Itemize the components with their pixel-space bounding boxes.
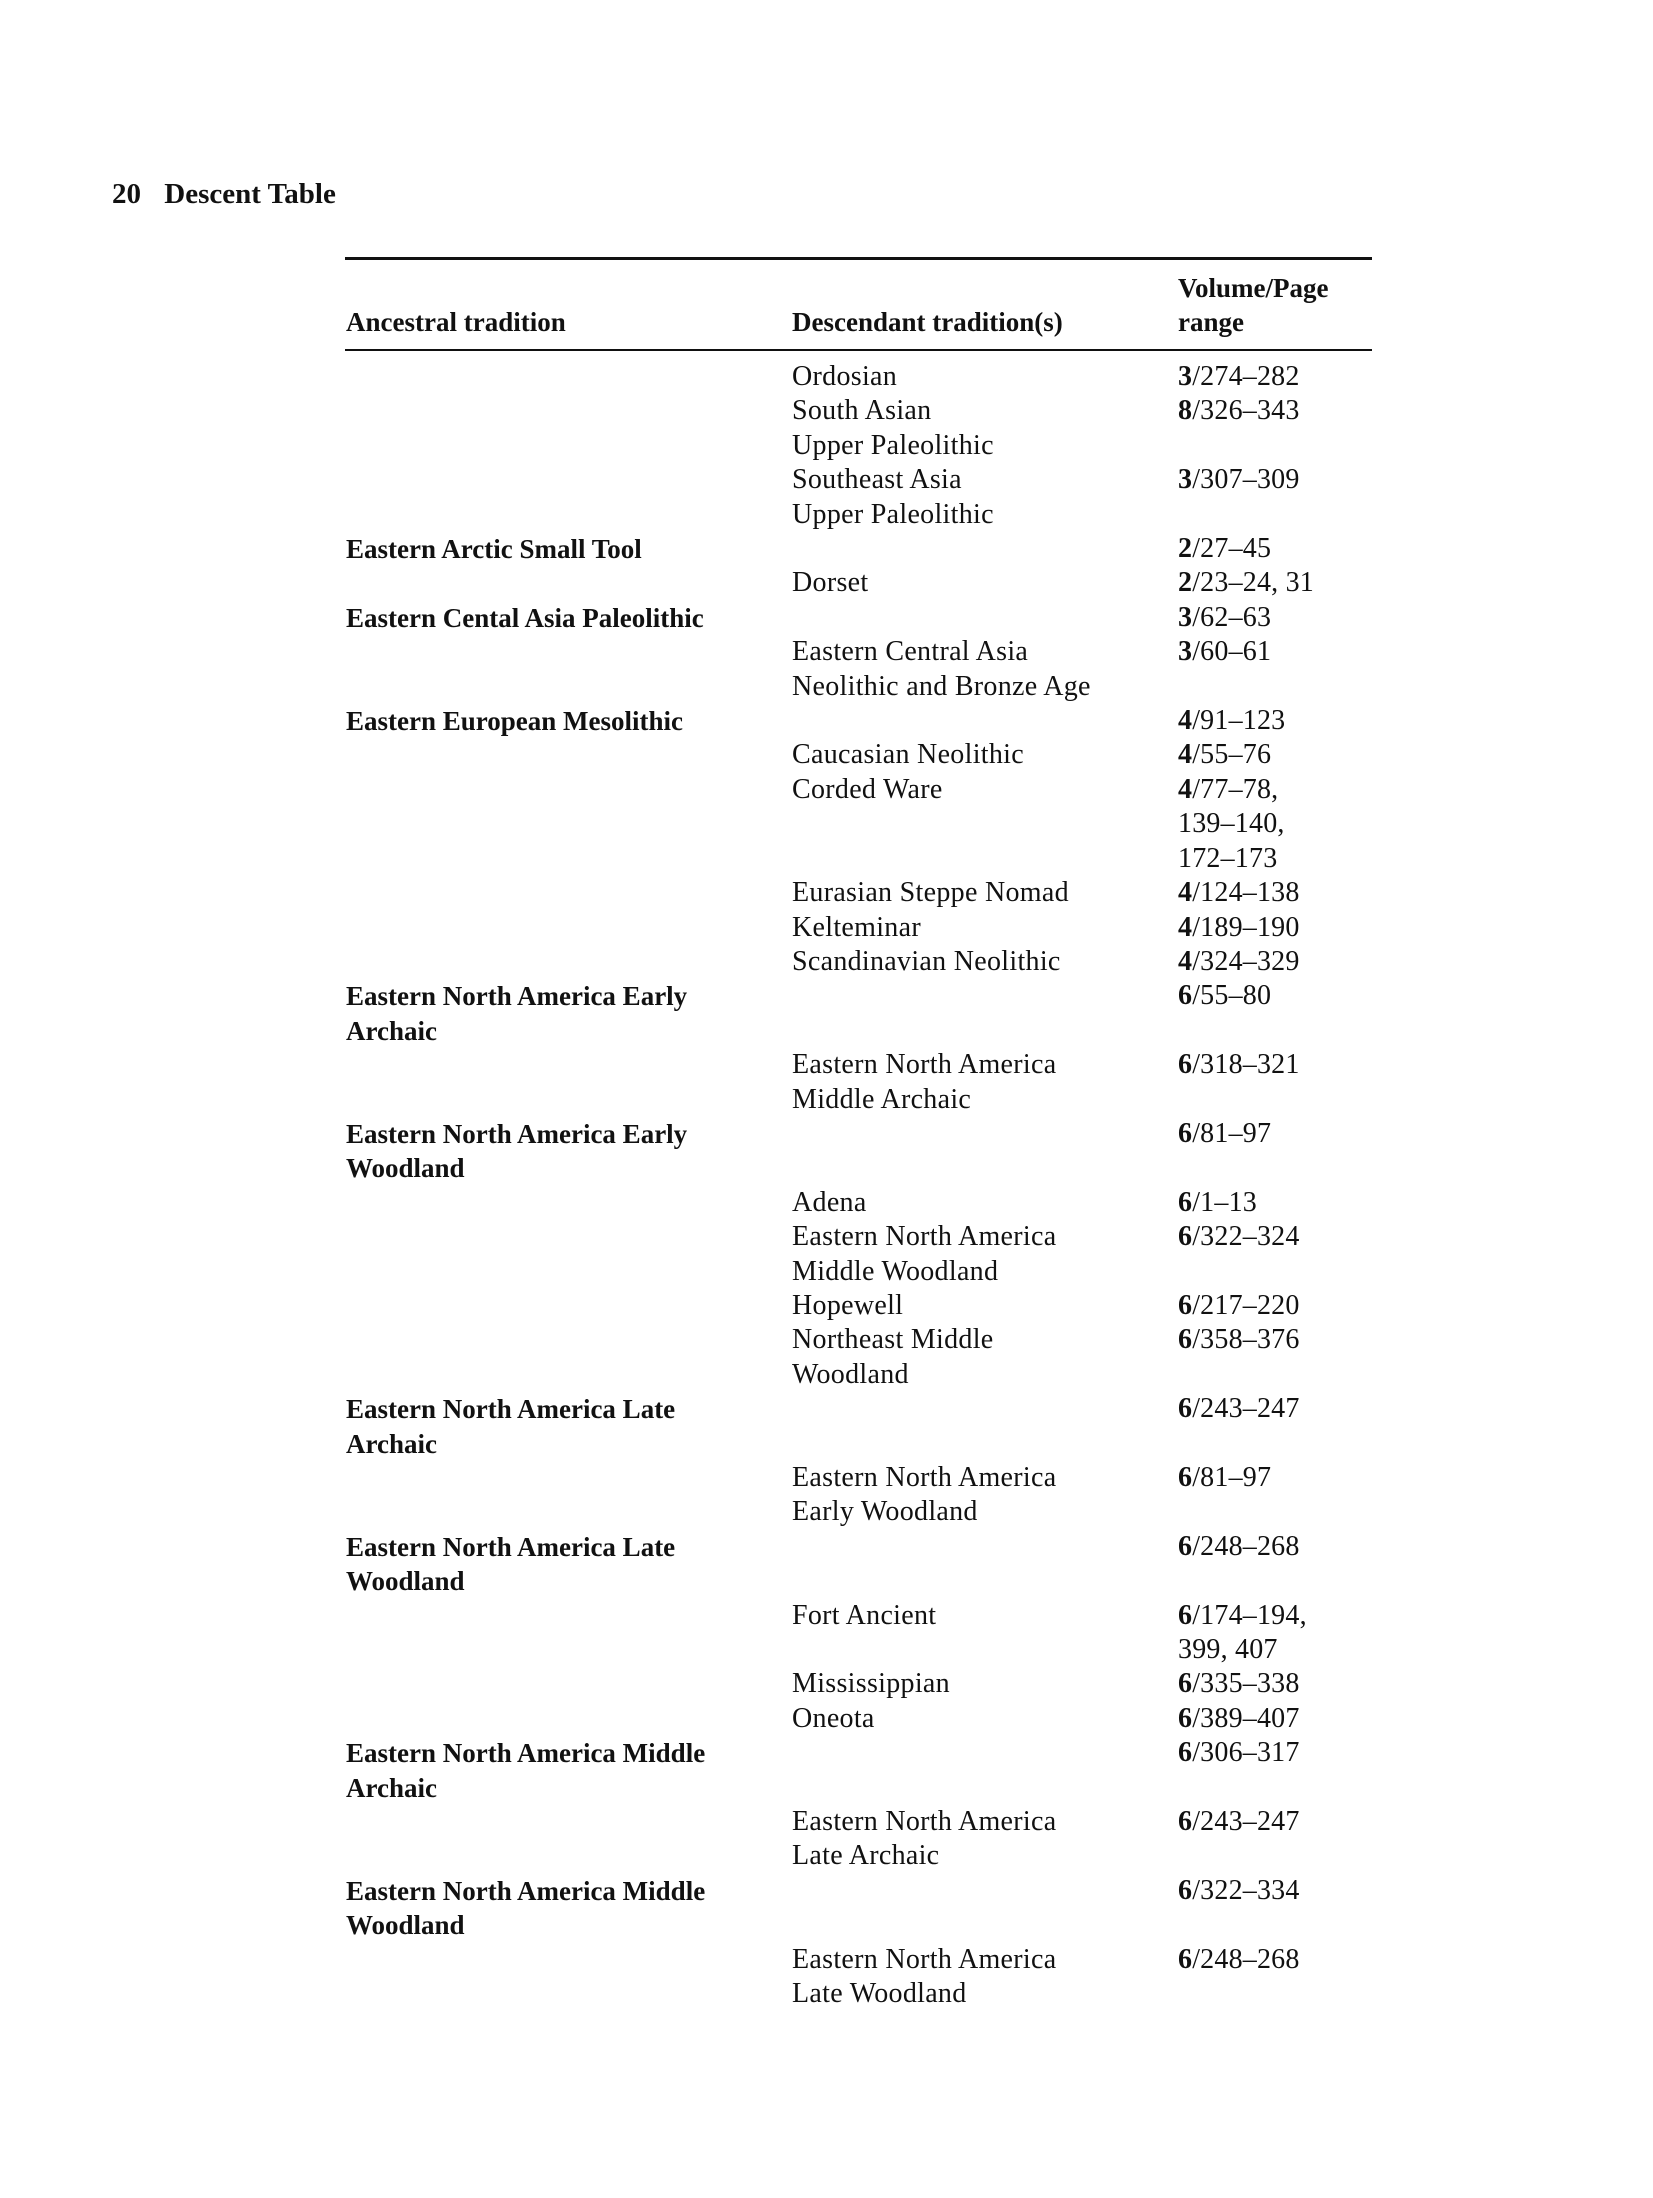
ancestral-tradition: Eastern North America Middle Archaic xyxy=(346,1738,706,1803)
volume-page-range xyxy=(1178,1805,1372,1874)
volume-number: 6 xyxy=(1178,1393,1193,1425)
page-range: /326–343 xyxy=(1192,395,1300,427)
volume-page-range xyxy=(1178,911,1372,945)
page-range: /23–24, 31 xyxy=(1192,567,1314,599)
page-range: /318–321 xyxy=(1192,1049,1300,1081)
volume-number: 6 xyxy=(1178,1702,1193,1734)
table-row xyxy=(346,1874,1372,1943)
ancestral-tradition xyxy=(346,1702,792,1736)
ancestral-tradition xyxy=(346,945,792,979)
volume-number: 6 xyxy=(1178,1874,1193,1906)
page-range: /60–61 xyxy=(1192,636,1272,668)
descendant-tradition xyxy=(792,1874,1178,1943)
table-body xyxy=(346,360,1372,2012)
ancestral-tradition xyxy=(346,876,792,910)
volume-number: 4 xyxy=(1178,705,1193,737)
column-header-ancestral: Ancestral tradition xyxy=(346,307,566,337)
page-range: /324–329 xyxy=(1192,945,1300,977)
descendant-tradition: Southeast Asia Upper Paleolithic xyxy=(792,464,994,530)
descendant-tradition: Eastern North America Late Woodland xyxy=(792,1943,1057,2010)
volume-number: 3 xyxy=(1178,464,1193,496)
descendant-tradition: Kelteminar xyxy=(792,911,921,943)
table-row xyxy=(346,1736,1372,1805)
ancestral-tradition: Eastern North America Early Archaic xyxy=(346,981,688,1046)
ancestral-tradition xyxy=(346,738,792,772)
table-row xyxy=(346,738,1372,772)
table-row xyxy=(346,773,1372,876)
volume-page-range xyxy=(1178,1186,1372,1220)
ancestral-tradition xyxy=(346,773,792,876)
volume-number: 6 xyxy=(1178,1599,1193,1631)
descendant-tradition: Scandinavian Neolithic xyxy=(792,945,1061,977)
table-row xyxy=(346,1289,1372,1323)
volume-page-range xyxy=(1178,1943,1372,2012)
descendant-tradition xyxy=(792,1117,1178,1186)
volume-page-range xyxy=(1178,979,1372,1048)
table-header-rule xyxy=(345,349,1372,351)
volume-page-range xyxy=(1178,1323,1372,1392)
descendant-tradition xyxy=(792,601,1178,635)
volume-page-range xyxy=(1178,1392,1372,1461)
table-row xyxy=(346,979,1372,1048)
ancestral-tradition xyxy=(346,1805,792,1874)
ancestral-tradition xyxy=(346,1461,792,1530)
volume-page-range xyxy=(1178,704,1372,738)
descendant-tradition xyxy=(792,1736,1178,1805)
page-range: /248–268 xyxy=(1192,1530,1300,1562)
table-row xyxy=(346,1186,1372,1220)
ancestral-tradition xyxy=(346,566,792,600)
volume-page-range xyxy=(1178,635,1372,704)
page-range: /322–334 xyxy=(1192,1874,1300,1906)
volume-page-range xyxy=(1178,1667,1372,1701)
volume-number: 6 xyxy=(1178,1324,1193,1356)
table-row xyxy=(346,1943,1372,2012)
page-range: /358–376 xyxy=(1192,1324,1300,1356)
ancestral-tradition xyxy=(346,1667,792,1701)
ancestral-tradition: Eastern Cental Asia Paleolithic xyxy=(346,602,704,633)
volume-page-range xyxy=(1178,1220,1372,1289)
table-row xyxy=(346,1599,1372,1668)
table-row xyxy=(346,704,1372,738)
descendant-tradition: Eurasian Steppe Nomad xyxy=(792,877,1069,909)
descendant-tradition: Mississippian xyxy=(792,1668,950,1700)
descendant-tradition: Eastern North America Early Woodland xyxy=(792,1462,1057,1528)
volume-number: 2 xyxy=(1178,533,1193,565)
ancestral-tradition: Eastern Arctic Small Tool xyxy=(346,534,642,565)
volume-number: 4 xyxy=(1178,773,1193,805)
volume-number: 6 xyxy=(1178,1806,1193,1838)
table-row xyxy=(346,1048,1372,1117)
volume-number: 6 xyxy=(1178,1737,1193,1769)
volume-page-range xyxy=(1178,1599,1372,1668)
volume-number: 3 xyxy=(1178,601,1193,633)
table-row xyxy=(346,1392,1372,1461)
volume-number: 6 xyxy=(1178,1117,1193,1149)
page-range: /1–13 xyxy=(1192,1186,1257,1218)
table-row xyxy=(346,1702,1372,1736)
ancestral-tradition xyxy=(346,635,792,704)
table-row xyxy=(346,1220,1372,1289)
ancestral-tradition xyxy=(346,394,792,463)
ancestral-tradition xyxy=(346,463,792,532)
volume-page-range xyxy=(1178,1289,1372,1323)
volume-page-range xyxy=(1178,773,1372,876)
page-range: /243–247 xyxy=(1192,1393,1300,1425)
page-range: /274–282 xyxy=(1192,361,1300,392)
page-range: /27–45 xyxy=(1192,533,1272,565)
running-head xyxy=(112,178,336,211)
table-row xyxy=(346,911,1372,945)
table-row xyxy=(346,1667,1372,1701)
table-row xyxy=(346,635,1372,704)
page-range: /81–97 xyxy=(1192,1117,1272,1149)
volume-number: 6 xyxy=(1178,1186,1193,1218)
ancestral-tradition: Eastern North America Middle Woodland xyxy=(346,1875,706,1941)
volume-number: 4 xyxy=(1178,877,1193,909)
volume-number: 3 xyxy=(1178,636,1193,668)
page-range: /322–324 xyxy=(1192,1221,1300,1253)
volume-number: 6 xyxy=(1178,1049,1193,1081)
page-range: /62–63 xyxy=(1192,601,1272,633)
page-range: /91–123 xyxy=(1192,705,1286,737)
table-row xyxy=(346,1805,1372,1874)
table-row xyxy=(346,1530,1372,1599)
descendant-tradition: Hopewell xyxy=(792,1289,904,1321)
descendant-tradition: Oneota xyxy=(792,1702,875,1734)
table-row xyxy=(346,463,1372,532)
volume-number: 6 xyxy=(1178,1530,1193,1562)
volume-number: 6 xyxy=(1178,1462,1193,1493)
ancestral-tradition xyxy=(346,1323,792,1392)
table-row xyxy=(346,1117,1372,1186)
column-header-descendant: Descendant tradition(s) xyxy=(792,307,1063,337)
ancestral-tradition: Eastern European Mesolithic xyxy=(346,706,683,737)
page-range: /243–247 xyxy=(1192,1806,1300,1838)
page-range: /77–78, 139–140, 172–173 xyxy=(1178,773,1285,874)
volume-page-range xyxy=(1178,876,1372,910)
ancestral-tradition xyxy=(346,1220,792,1289)
volume-number: 6 xyxy=(1178,1668,1193,1700)
descendant-tradition: Eastern North America Middle Woodland xyxy=(792,1221,1057,1287)
volume-page-range xyxy=(1178,1461,1372,1530)
descendant-tradition: Dorset xyxy=(792,567,869,599)
page-range: /81–97 xyxy=(1192,1462,1272,1493)
table-row xyxy=(346,394,1372,463)
volume-page-range xyxy=(1178,738,1372,772)
volume-number: 6 xyxy=(1178,980,1193,1012)
volume-page-range xyxy=(1178,1117,1372,1186)
volume-number: 3 xyxy=(1178,361,1193,392)
table-row xyxy=(346,566,1372,600)
descendant-tradition: Eastern North America Middle Archaic xyxy=(792,1049,1057,1115)
page-range: /335–338 xyxy=(1192,1668,1300,1700)
descendant-tradition: South Asian Upper Paleolithic xyxy=(792,395,994,461)
volume-page-range xyxy=(1178,601,1372,635)
page-range: /307–309 xyxy=(1192,464,1300,496)
table-row xyxy=(346,945,1372,979)
table-row xyxy=(346,601,1372,635)
page-range: /306–317 xyxy=(1192,1737,1300,1769)
page-range: /248–268 xyxy=(1192,1943,1300,1975)
ancestral-tradition xyxy=(346,911,792,945)
descendant-tradition xyxy=(792,704,1178,738)
table-top-rule xyxy=(345,257,1372,260)
page-range: /174–194, 399, 407 xyxy=(1178,1599,1307,1666)
volume-number: 8 xyxy=(1178,395,1193,427)
running-title: Descent Table xyxy=(164,178,336,210)
descendant-tradition: Ordosian xyxy=(792,361,898,392)
table-row xyxy=(346,1461,1372,1530)
ancestral-tradition xyxy=(346,360,792,394)
volume-number: 6 xyxy=(1178,1289,1193,1321)
volume-number: 2 xyxy=(1178,567,1193,599)
volume-number: 6 xyxy=(1178,1943,1193,1975)
volume-page-range xyxy=(1178,1736,1372,1805)
page-range: /189–190 xyxy=(1192,911,1300,943)
ancestral-tradition: Eastern North America Early Woodland xyxy=(346,1118,688,1184)
volume-page-range xyxy=(1178,463,1372,532)
volume-page-range xyxy=(1178,1702,1372,1736)
volume-page-range xyxy=(1178,360,1372,394)
descendant-tradition: Caucasian Neolithic xyxy=(792,739,1024,771)
ancestral-tradition xyxy=(346,1289,792,1323)
column-header-volume-page: Volume/Page range xyxy=(1178,273,1329,337)
volume-number: 6 xyxy=(1178,1221,1193,1253)
ancestral-tradition xyxy=(346,1599,792,1668)
volume-page-range xyxy=(1178,394,1372,463)
page-range: /217–220 xyxy=(1192,1289,1300,1321)
volume-page-range xyxy=(1178,532,1372,566)
descendant-tradition: Fort Ancient xyxy=(792,1599,937,1631)
volume-number: 4 xyxy=(1178,739,1193,771)
volume-page-range xyxy=(1178,1530,1372,1599)
descendant-tradition: Eastern Central Asia Neolithic and Bronze Age xyxy=(792,636,1091,702)
volume-number: 4 xyxy=(1178,945,1193,977)
ancestral-tradition xyxy=(346,1048,792,1117)
ancestral-tradition xyxy=(346,1943,792,2012)
page-range: /389–407 xyxy=(1192,1702,1300,1734)
descendant-tradition: Adena xyxy=(792,1186,867,1218)
descendant-tradition xyxy=(792,1530,1178,1599)
ancestral-tradition xyxy=(346,1186,792,1220)
descendant-tradition xyxy=(792,532,1178,566)
volume-page-range xyxy=(1178,566,1372,600)
ancestral-tradition: Eastern North America Late Archaic xyxy=(346,1394,676,1459)
table-row xyxy=(346,1323,1372,1392)
descendant-tradition: Northeast Middle Woodland xyxy=(792,1324,994,1390)
descendant-tradition xyxy=(792,1392,1178,1461)
page-range: /55–80 xyxy=(1192,980,1272,1012)
table-row xyxy=(346,876,1372,910)
descendant-tradition: Eastern North America Late Archaic xyxy=(792,1806,1057,1872)
volume-page-range xyxy=(1178,945,1372,979)
page-range: /55–76 xyxy=(1192,739,1272,771)
volume-page-range xyxy=(1178,1874,1372,1943)
ancestral-tradition: Eastern North America Late Woodland xyxy=(346,1531,676,1597)
volume-page-range xyxy=(1178,1048,1372,1117)
table-row xyxy=(346,532,1372,566)
page-number: 20 xyxy=(112,178,141,210)
page-range: /124–138 xyxy=(1192,877,1300,909)
table-row xyxy=(346,360,1372,394)
descendant-tradition: Corded Ware xyxy=(792,773,943,805)
volume-number: 4 xyxy=(1178,911,1193,943)
descendant-tradition xyxy=(792,979,1178,1048)
